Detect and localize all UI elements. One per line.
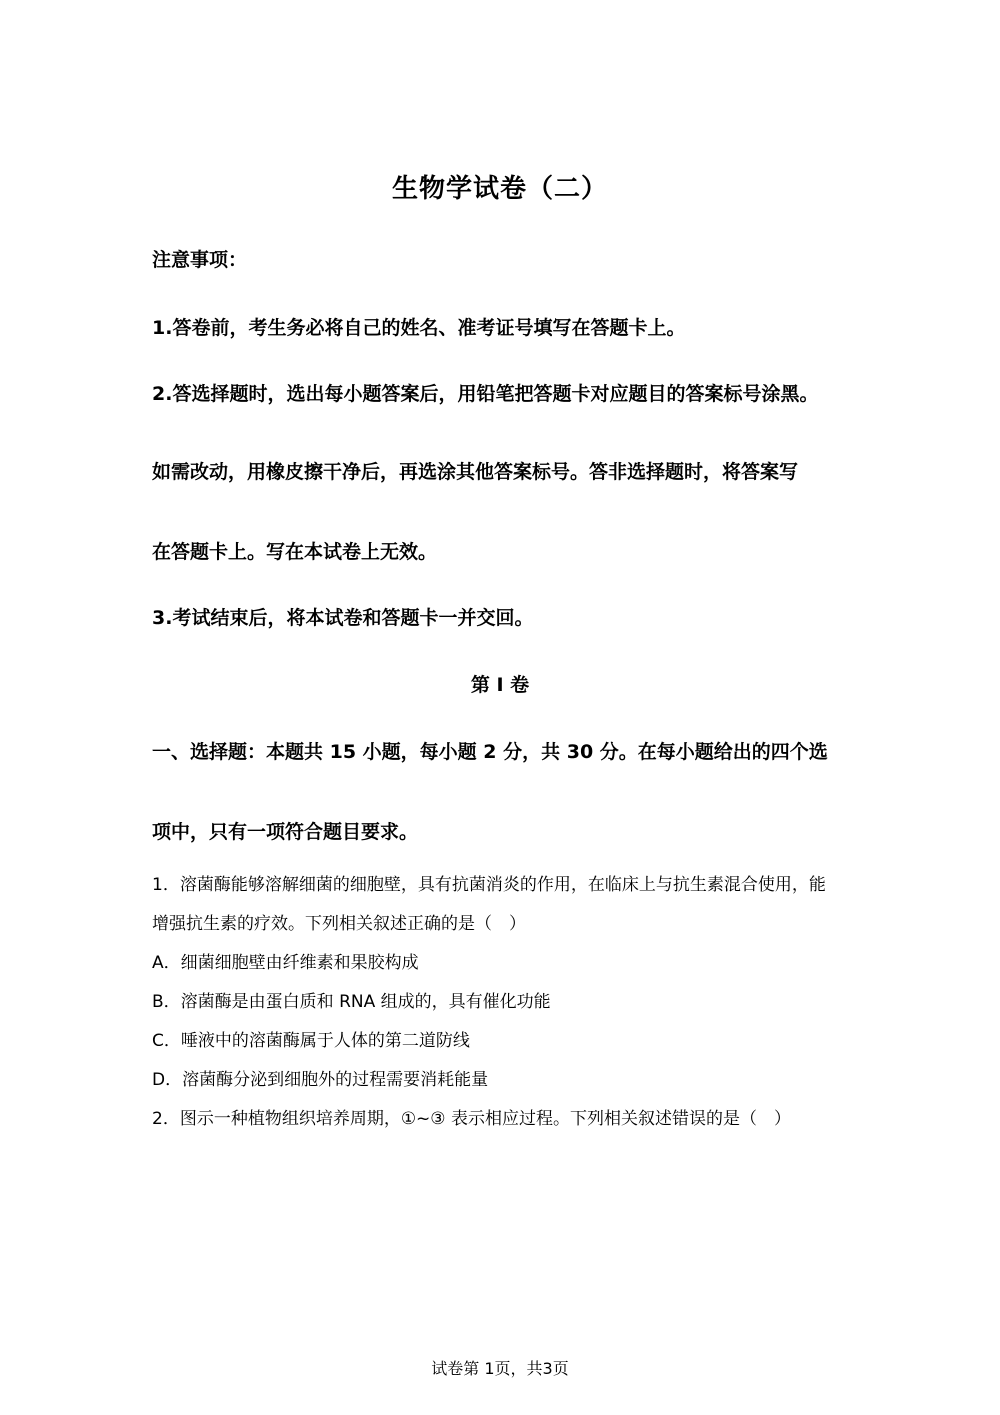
page-title: 生物学试卷（二） — [391, 174, 608, 204]
notice-item-2-line-3: 在答题卡上。写在本试卷上无效。 — [152, 541, 438, 563]
question-1-stem-line-1: 1．溶菌酶能够溶解细菌的细胞壁，具有抗菌消炎的作用，在临床上与抗生素混合使用，能 — [152, 875, 826, 895]
question-1-option-c: C．唾液中的溶菌酶属于人体的第二道防线 — [152, 1031, 470, 1051]
notice-item-2-line-2: 如需改动，用橡皮擦干净后，再选涂其他答案标号。答非选择题时，将答案写 — [152, 461, 799, 483]
question-2-stem-line-1: 2．图示一种植物组织培养周期，①~③ 表示相应过程。下列相关叙述错误的是（ ） — [152, 1109, 791, 1129]
volume-heading: 第 I 卷 — [470, 674, 530, 696]
notice-item-3: 3.考试结束后，将本试卷和答题卡一并交回。 — [152, 607, 534, 629]
question-1-option-b: B．溶菌酶是由蛋白质和 RNA 组成的，具有催化功能 — [152, 992, 551, 1012]
page-footer: 试卷第 1页，共3页 — [431, 1359, 569, 1378]
notice-item-2-line-1: 2.答选择题时，选出每小题答案后，用铅笔把答题卡对应题目的答案标号涂黑。 — [152, 383, 819, 405]
section-heading-line-1: 一、选择题：本题共 15 小题，每小题 2 分，共 30 分。在每小题给出的四个选 — [152, 741, 828, 763]
question-1-option-d: D．溶菌酶分泌到细胞外的过程需要消耗能量 — [152, 1070, 489, 1090]
question-1-option-a: A．细菌细胞壁由纤维素和果胶构成 — [152, 953, 419, 973]
notice-item-1: 1.答卷前，考生务必将自己的姓名、准考证号填写在答题卡上。 — [152, 317, 686, 339]
section-heading-line-2: 项中，只有一项符合题目要求。 — [152, 821, 419, 843]
notice-heading: 注意事项： — [152, 249, 248, 271]
question-1-stem-line-2: 增强抗生素的疗效。下列相关叙述正确的是（ ） — [152, 914, 526, 934]
